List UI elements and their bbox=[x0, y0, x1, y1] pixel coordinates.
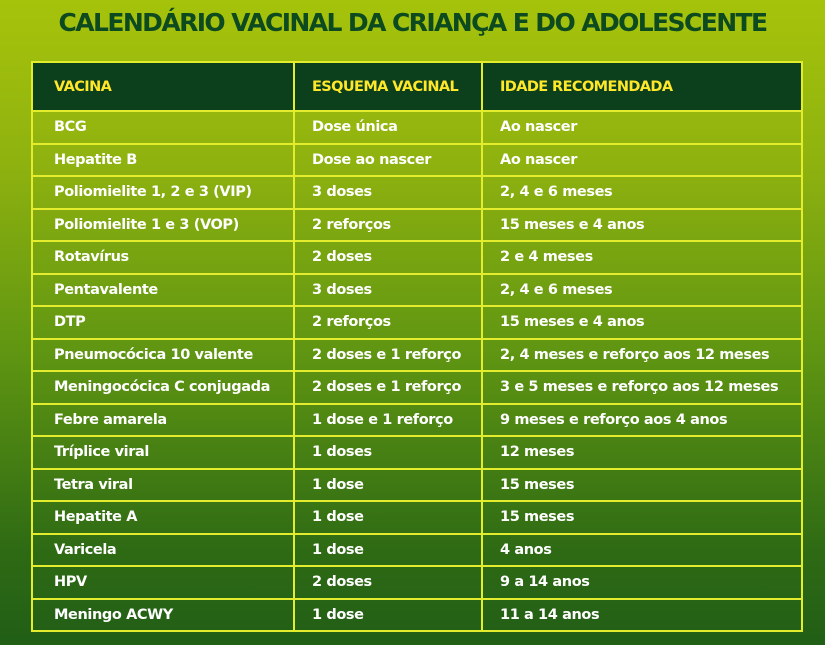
header-esquema-vacinal: ESQUEMA VACINAL bbox=[294, 62, 482, 111]
idade-cell: 9 a 14 anos bbox=[482, 566, 802, 599]
esquema-cell: Dose única bbox=[294, 111, 482, 144]
vacina-cell: Poliomielite 1 e 3 (VOP) bbox=[32, 209, 294, 242]
idade-cell: Ao nascer bbox=[482, 144, 802, 177]
esquema-cell: 2 reforços bbox=[294, 306, 482, 339]
esquema-cell: 2 reforços bbox=[294, 209, 482, 242]
table-row bbox=[32, 501, 802, 534]
vacina-cell: Meningo ACWY bbox=[32, 599, 294, 632]
idade-cell: 15 meses bbox=[482, 501, 802, 534]
idade-cell: 2, 4 e 6 meses bbox=[482, 176, 802, 209]
esquema-cell: 2 doses bbox=[294, 241, 482, 274]
vacina-cell: Rotavírus bbox=[32, 241, 294, 274]
idade-cell: 15 meses e 4 anos bbox=[482, 306, 802, 339]
idade-cell: 4 anos bbox=[482, 534, 802, 567]
table-row bbox=[32, 209, 802, 242]
esquema-cell: 2 doses e 1 reforço bbox=[294, 339, 482, 372]
table-row bbox=[32, 566, 802, 599]
idade-cell: 12 meses bbox=[482, 436, 802, 469]
esquema-cell: 2 doses e 1 reforço bbox=[294, 371, 482, 404]
esquema-cell: 2 doses bbox=[294, 566, 482, 599]
vacina-cell: Tríplice viral bbox=[32, 436, 294, 469]
idade-cell: 15 meses bbox=[482, 469, 802, 502]
table-row bbox=[32, 404, 802, 437]
idade-cell: 3 e 5 meses e reforço aos 12 meses bbox=[482, 371, 802, 404]
esquema-cell: 1 dose bbox=[294, 501, 482, 534]
esquema-cell: Dose ao nascer bbox=[294, 144, 482, 177]
idade-cell: 9 meses e reforço aos 4 anos bbox=[482, 404, 802, 437]
vacina-cell: DTP bbox=[32, 306, 294, 339]
vacina-cell: Varicela bbox=[32, 534, 294, 567]
table-row bbox=[32, 274, 802, 307]
vacina-cell: Hepatite B bbox=[32, 144, 294, 177]
idade-cell: 2, 4 meses e reforço aos 12 meses bbox=[482, 339, 802, 372]
esquema-cell: 1 dose bbox=[294, 469, 482, 502]
vacina-cell: BCG bbox=[32, 111, 294, 144]
table-row bbox=[32, 469, 802, 502]
vacina-cell: Pneumocócica 10 valente bbox=[32, 339, 294, 372]
table-row bbox=[32, 111, 802, 144]
vacina-cell: Pentavalente bbox=[32, 274, 294, 307]
vacina-cell: Hepatite A bbox=[32, 501, 294, 534]
table-row bbox=[32, 176, 802, 209]
idade-cell: 15 meses e 4 anos bbox=[482, 209, 802, 242]
esquema-cell: 1 dose bbox=[294, 599, 482, 632]
table-row bbox=[32, 339, 802, 372]
page-title: CALENDÁRIO VACINAL DA CRIANÇA E DO ADOLESCENTE bbox=[58, 8, 767, 37]
idade-cell: 2, 4 e 6 meses bbox=[482, 274, 802, 307]
vacina-cell: HPV bbox=[32, 566, 294, 599]
idade-cell: 11 a 14 anos bbox=[482, 599, 802, 632]
table-header-row bbox=[32, 62, 802, 111]
vaccine-schedule-table bbox=[31, 61, 803, 632]
header-vacina: VACINA bbox=[32, 62, 294, 111]
table-row bbox=[32, 371, 802, 404]
vacina-cell: Meningocócica C conjugada bbox=[32, 371, 294, 404]
table-body bbox=[32, 111, 802, 631]
table-row bbox=[32, 534, 802, 567]
vacina-cell: Poliomielite 1, 2 e 3 (VIP) bbox=[32, 176, 294, 209]
table-row bbox=[32, 599, 802, 632]
esquema-cell: 3 doses bbox=[294, 176, 482, 209]
header-idade-recomendada: IDADE RECOMENDADA bbox=[482, 62, 802, 111]
idade-cell: Ao nascer bbox=[482, 111, 802, 144]
table-row bbox=[32, 144, 802, 177]
vacina-cell: Febre amarela bbox=[32, 404, 294, 437]
esquema-cell: 1 dose e 1 reforço bbox=[294, 404, 482, 437]
table-row bbox=[32, 241, 802, 274]
table-row bbox=[32, 436, 802, 469]
vacina-cell: Tetra viral bbox=[32, 469, 294, 502]
esquema-cell: 3 doses bbox=[294, 274, 482, 307]
table-row bbox=[32, 306, 802, 339]
esquema-cell: 1 doses bbox=[294, 436, 482, 469]
esquema-cell: 1 dose bbox=[294, 534, 482, 567]
idade-cell: 2 e 4 meses bbox=[482, 241, 802, 274]
